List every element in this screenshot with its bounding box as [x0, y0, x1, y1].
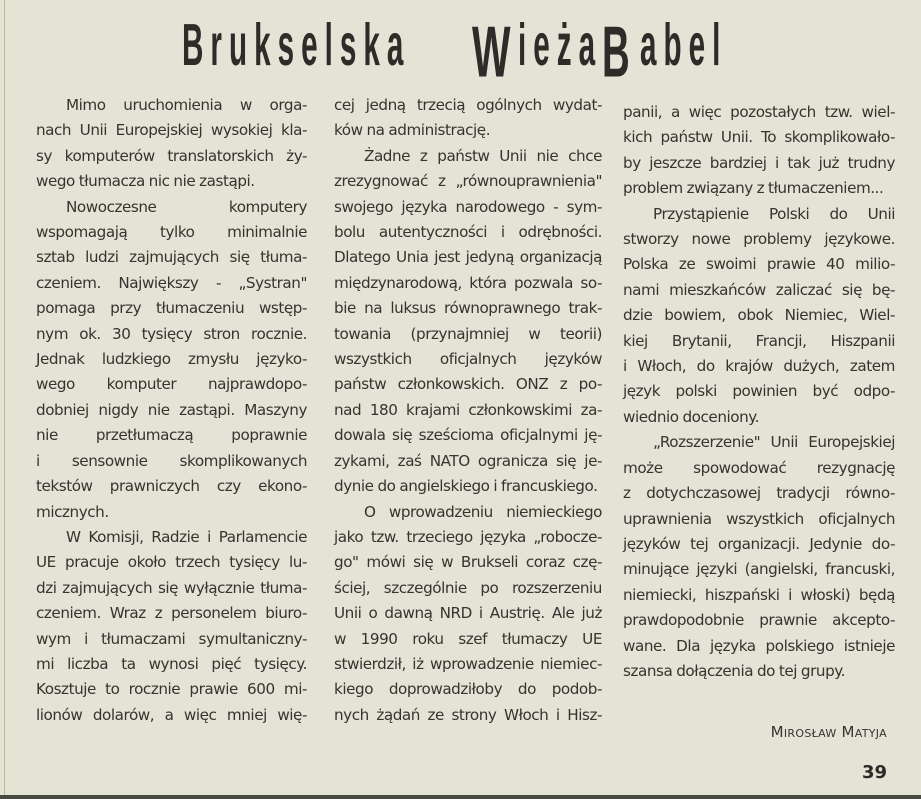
text-line: minujące języki (angielski, francuski, — [623, 560, 895, 579]
text-line: wszystkich oficjalnych języków — [334, 350, 602, 369]
text-line: wego komputer najprawdopo- — [36, 375, 307, 394]
text-line: kich państw Unii. To skomplikowało- — [623, 128, 895, 147]
page-number: 39 — [861, 762, 887, 783]
text-line: O wprowadzeniu niemieckiego — [364, 502, 602, 521]
article-column-3 — [623, 100, 895, 684]
text-line: dynie do angielskiego i francuskiego. — [334, 477, 598, 496]
text-line: język polski powinien być odpo- — [623, 382, 895, 401]
text-line: tekstów prawniczych czy ekono- — [36, 477, 307, 496]
text-line: i sensownie skomplikowanych — [36, 451, 307, 470]
text-line: i Włoch, do krajów dużych, zatem — [623, 357, 895, 376]
text-line: Kosztuje to rocznie prawie 600 mi- — [36, 680, 307, 699]
text-line: lionów dolarów, a więc mniej wię- — [36, 705, 307, 724]
text-line: bolu autentyczności i odrębności. — [334, 223, 602, 242]
page-gutter-line — [4, 0, 5, 796]
text-line: wspomagają tylko minimalnie — [36, 223, 307, 242]
text-line: Żadne z państw Unii nie chce — [364, 146, 602, 165]
text-line: panii, a więc pozostałych tzw. wiel- — [623, 103, 895, 121]
headline-word-wieza-rest: ieża — [518, 14, 603, 80]
text-line: czeniem. Wraz z personelem biuro- — [36, 604, 307, 623]
text-line: nami mieszkańców zaliczać się bę- — [623, 280, 895, 299]
text-line: mi liczba ta wynosi pięć tysięcy. — [36, 654, 307, 673]
text-line: ściej, szczególnie po rozszerzeniu — [334, 578, 602, 597]
text-line: międzynarodową, która pozwala so- — [334, 273, 602, 292]
text-line: nych żądań ze strony Włoch i Hisz- — [334, 705, 602, 724]
text-line: Nowoczesne komputery — [66, 197, 307, 216]
text-line: Mimo uruchomienia w orga- — [66, 96, 307, 114]
article-column-1 — [36, 93, 307, 728]
text-line: dzi zajmujących się wyłącznie tłuma- — [36, 578, 307, 597]
text-line: problem związany z tłumaczeniem... — [623, 179, 884, 198]
text-line: państw członkowskich. ONZ z po- — [334, 375, 602, 394]
text-line: może spowodować rezygnację — [623, 458, 895, 477]
text-line: dzie bowiem, obok Niemiec, Wiel- — [623, 306, 895, 325]
text-line: sztab ludzi zajmujących się tłuma- — [36, 248, 307, 267]
text-line: swojego języka narodowego - sym- — [334, 197, 602, 216]
article-column-2 — [334, 93, 602, 728]
text-line: Unii o dawną NRD i Austrię. Ale już — [334, 604, 602, 623]
text-line: uprawnienia wszystkich oficjalnych — [623, 509, 895, 528]
text-line: nie przetłumaczą poprawnie — [36, 426, 307, 445]
text-line: w 1990 roku szef tłumaczy UE — [334, 629, 602, 648]
text-line: z dotychczasowej tradycji równo- — [623, 484, 895, 503]
text-line: by jeszcze bardziej i tak już trudny — [623, 153, 895, 172]
author-byline: Mirosław Matyja — [770, 723, 887, 741]
text-line: „Rozszerzenie" Unii Europejskiej — [653, 433, 895, 452]
headline-word-babel-rest: abel — [640, 14, 728, 80]
headline-word-brukselska: Brukselska — [182, 14, 411, 80]
text-line: wego tłumacza nic nie zastąpi. — [36, 172, 255, 191]
text-line: go" mówi się w Brukseli coraz czę- — [334, 553, 602, 572]
text-line: języków tej organizacji. Jedynie do- — [623, 534, 895, 553]
text-line: stworzy nowe problemy językowe. — [623, 230, 895, 249]
text-line: stwierdził, iż wprowadzenie niemiec- — [334, 654, 602, 673]
article-headline — [0, 8, 921, 93]
text-line: kiego doprowadziłoby do podob- — [334, 680, 602, 699]
text-line: prawdopodobnie prawnie akcepto- — [623, 611, 895, 630]
text-line: niemiecki, hiszpański i włoski) będą — [623, 585, 895, 604]
text-line: nym ok. 30 tysięcy stron rocznie. — [36, 324, 307, 343]
text-line: zykami, zaś NATO ogranicza się je- — [334, 451, 602, 470]
headline-initial-w: W — [472, 13, 511, 93]
text-line: wane. Dla języka polskiego istnieje — [623, 636, 895, 655]
text-line: dobniej nigdy nie zastąpi. Maszyny — [36, 400, 307, 419]
text-line: wiednio doceniony. — [623, 407, 760, 426]
text-line: W Komisji, Radzie i Parlamencie — [66, 527, 307, 546]
headline-initial-b: B — [602, 13, 630, 93]
text-line: czeniem. Największy - „Systran" — [36, 273, 307, 292]
text-line: UE pracuje około trzech tysięcy lu- — [36, 553, 307, 572]
text-line: cej jedną trzecią ogólnych wydat- — [334, 96, 602, 114]
text-line: nad 180 krajami członkowskimi za- — [334, 400, 602, 419]
text-line: pomaga przy tłumaczeniu wstęp- — [36, 299, 307, 318]
text-line: Jednak ludzkiego zmysłu języko- — [36, 350, 307, 369]
text-line: Przystąpienie Polski do Unii — [653, 204, 895, 223]
text-line: jako tzw. trzeciego języka „robocze- — [334, 527, 602, 546]
page-bottom-border — [0, 795, 921, 799]
text-line: nach Unii Europejskiej wysokiej kla- — [36, 121, 307, 140]
text-line: sy komputerów translatorskich ży- — [36, 146, 307, 165]
text-line: wym i tłumaczami symultaniczny- — [36, 629, 307, 648]
text-line: szansa dołączenia do tej grupy. — [623, 661, 846, 680]
text-line: ków na administrację. — [334, 121, 491, 140]
text-line: Polska ze swoimi prawie 40 milio- — [623, 255, 895, 274]
text-line: bie na luksus równoprawnego trak- — [334, 299, 602, 318]
text-line: Dlatego Unia jest jedyną organizacją — [334, 248, 602, 267]
text-line: dowala się sześcioma oficjalnymi ję- — [334, 426, 602, 445]
text-line: zrezygnować z „równouprawnienia" — [334, 172, 602, 191]
text-line: kiej Brytanii, Francji, Hiszpanii — [623, 331, 895, 350]
text-line: towania (przynajmniej w teorii) — [334, 324, 602, 343]
text-line: micznych. — [36, 502, 109, 521]
